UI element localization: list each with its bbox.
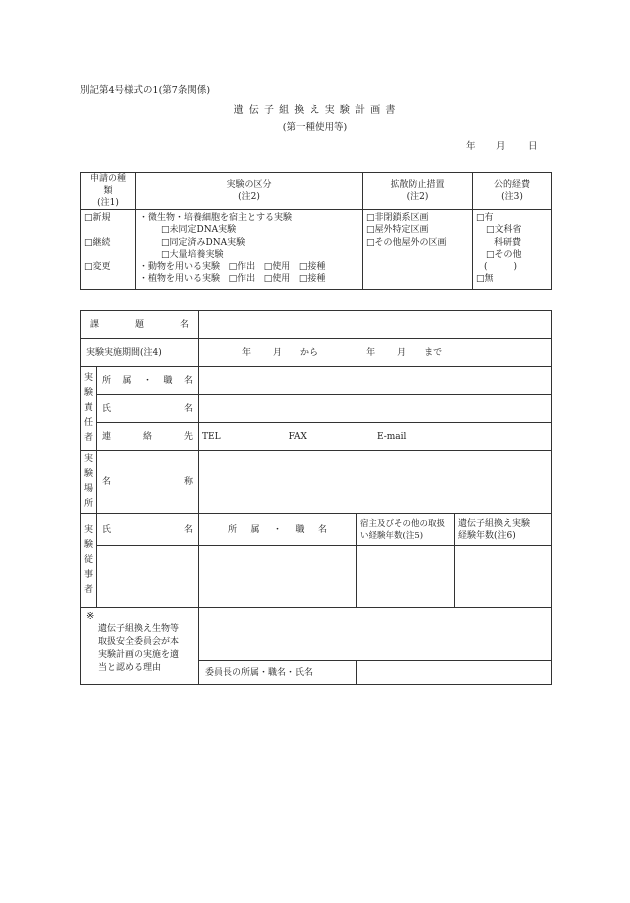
application-type-options xyxy=(81,210,136,290)
manager-section-label: 実 験 責 任 者 xyxy=(81,367,97,451)
worker-recomb-years-field[interactable] xyxy=(455,546,552,608)
reference-mark: ※ xyxy=(86,611,95,622)
committee-reason-label: ※ 遺伝子組換え生物等 取扱安全委員会が本 実験計画の実施を適 当と認める理由 xyxy=(81,608,199,685)
committee-chair-field[interactable] xyxy=(357,661,552,685)
manager-name-label: 氏 名 xyxy=(97,395,199,423)
checkbox-other-outdoor-area[interactable]: □その他屋外の区画 xyxy=(366,237,447,248)
manager-name-field[interactable] xyxy=(199,395,552,423)
containment-options xyxy=(363,210,473,290)
plant-experiment-row xyxy=(139,273,359,285)
checkbox-non-closed-area[interactable]: □非閉鎖系区画 xyxy=(366,213,429,223)
plant-checkbox-inoculate[interactable]: □接種 xyxy=(298,274,326,285)
checkbox-identified-dna[interactable]: □同定済みDNA実験 xyxy=(161,237,246,248)
site-name-label: 名 称 xyxy=(97,451,199,514)
worker-affiliation-header: 所 属 ・ 職 名 xyxy=(199,514,357,546)
animal-experiment-row xyxy=(139,261,359,273)
checkbox-funding-no[interactable]: □無 xyxy=(476,274,494,285)
classification-table xyxy=(80,172,552,290)
site-name-field[interactable] xyxy=(199,451,552,514)
contact-fax-label: FAX xyxy=(288,431,307,442)
plant-checkbox-create[interactable]: □作出 xyxy=(228,274,256,285)
checkbox-change[interactable]: □変更 xyxy=(84,262,111,273)
checkbox-outdoor-specific-area[interactable]: □屋外特定区画 xyxy=(366,225,429,236)
checkbox-mass-culture[interactable]: □大量培養実験 xyxy=(161,249,224,260)
header-experiment-category: 実験の区分 (注2) xyxy=(136,173,363,210)
manager-contact-label: 連 絡 先 xyxy=(97,423,199,451)
manager-affiliation-label: 所 属 ・ 職 名 xyxy=(97,367,199,395)
date-day-label: 日 xyxy=(528,141,538,152)
site-section-label: 実 験 場 所 xyxy=(81,451,97,514)
funding-other-detail[interactable]: ( ) xyxy=(484,262,518,273)
worker-name-field[interactable] xyxy=(97,546,199,608)
experiment-category-options xyxy=(136,210,363,290)
header-application-type: 申請の種 類 (注1) xyxy=(81,173,136,210)
contact-tel-label: TEL xyxy=(202,431,221,442)
checkbox-new[interactable]: □新規 xyxy=(84,213,111,223)
checkbox-funding-yes[interactable]: □有 xyxy=(476,213,494,223)
microbe-experiment-label: ・微生物・培養細胞を宿主とする実験 xyxy=(139,213,293,223)
period-label: 実験実施期間(注4) xyxy=(81,339,199,367)
animal-checkbox-use[interactable]: □使用 xyxy=(263,262,291,273)
date-month-label: 月 xyxy=(496,141,506,152)
form-reference: 別記第4号様式の1(第7条関係) xyxy=(80,85,211,96)
public-funding-options xyxy=(473,210,552,290)
animal-checkbox-inoculate[interactable]: □接種 xyxy=(298,262,326,273)
document-title: 遺 伝 子 組 換 え 実 験 計 画 書 xyxy=(233,105,397,116)
period-field[interactable]: 年 月 から 年 月 まで xyxy=(199,339,552,367)
worker-host-years-header: 宿主及びその他の取扱 い経験年数(注5) xyxy=(357,514,455,546)
checkbox-funding-mext[interactable]: □文科省 xyxy=(486,225,522,236)
contact-email-label: E-mail xyxy=(376,431,407,442)
header-containment: 拡散防止措置 (注2) xyxy=(363,173,473,210)
plant-checkbox-use[interactable]: □使用 xyxy=(263,274,291,285)
date-year-label: 年 xyxy=(466,141,476,152)
animal-checkbox-create[interactable]: □作出 xyxy=(228,262,256,273)
checkbox-funding-other[interactable]: □その他 xyxy=(486,249,522,260)
header-public-funding: 公的経費 (注3) xyxy=(473,173,552,210)
plant-experiment-label: ・植物を用いる実験 xyxy=(139,274,221,285)
worker-recomb-years-header: 遺伝子組換え実験 経験年数(注6) xyxy=(455,514,552,546)
document-subtitle: (第一種使用等) xyxy=(282,122,348,133)
manager-affiliation-field[interactable] xyxy=(199,367,552,395)
subject-field[interactable] xyxy=(199,311,552,339)
committee-chair-label: 委員長の所属・職名・氏名 xyxy=(199,661,357,685)
workers-section-label: 実 験 従 事 者 xyxy=(81,514,97,608)
funding-kaken-label: 科研費 xyxy=(494,237,522,248)
worker-name-header: 氏 名 xyxy=(97,514,199,546)
worker-host-years-field[interactable] xyxy=(357,546,455,608)
worker-affiliation-field[interactable] xyxy=(199,546,357,608)
committee-reason-field[interactable] xyxy=(199,608,552,661)
animal-experiment-label: ・動物を用いる実験 xyxy=(139,262,221,273)
manager-contact-field[interactable] xyxy=(199,423,552,451)
plan-table xyxy=(80,310,552,685)
checkbox-unidentified-dna[interactable]: □未同定DNA実験 xyxy=(161,225,237,236)
subject-label: 課 題 名 xyxy=(81,311,199,339)
checkbox-continuation[interactable]: □継続 xyxy=(84,237,111,248)
